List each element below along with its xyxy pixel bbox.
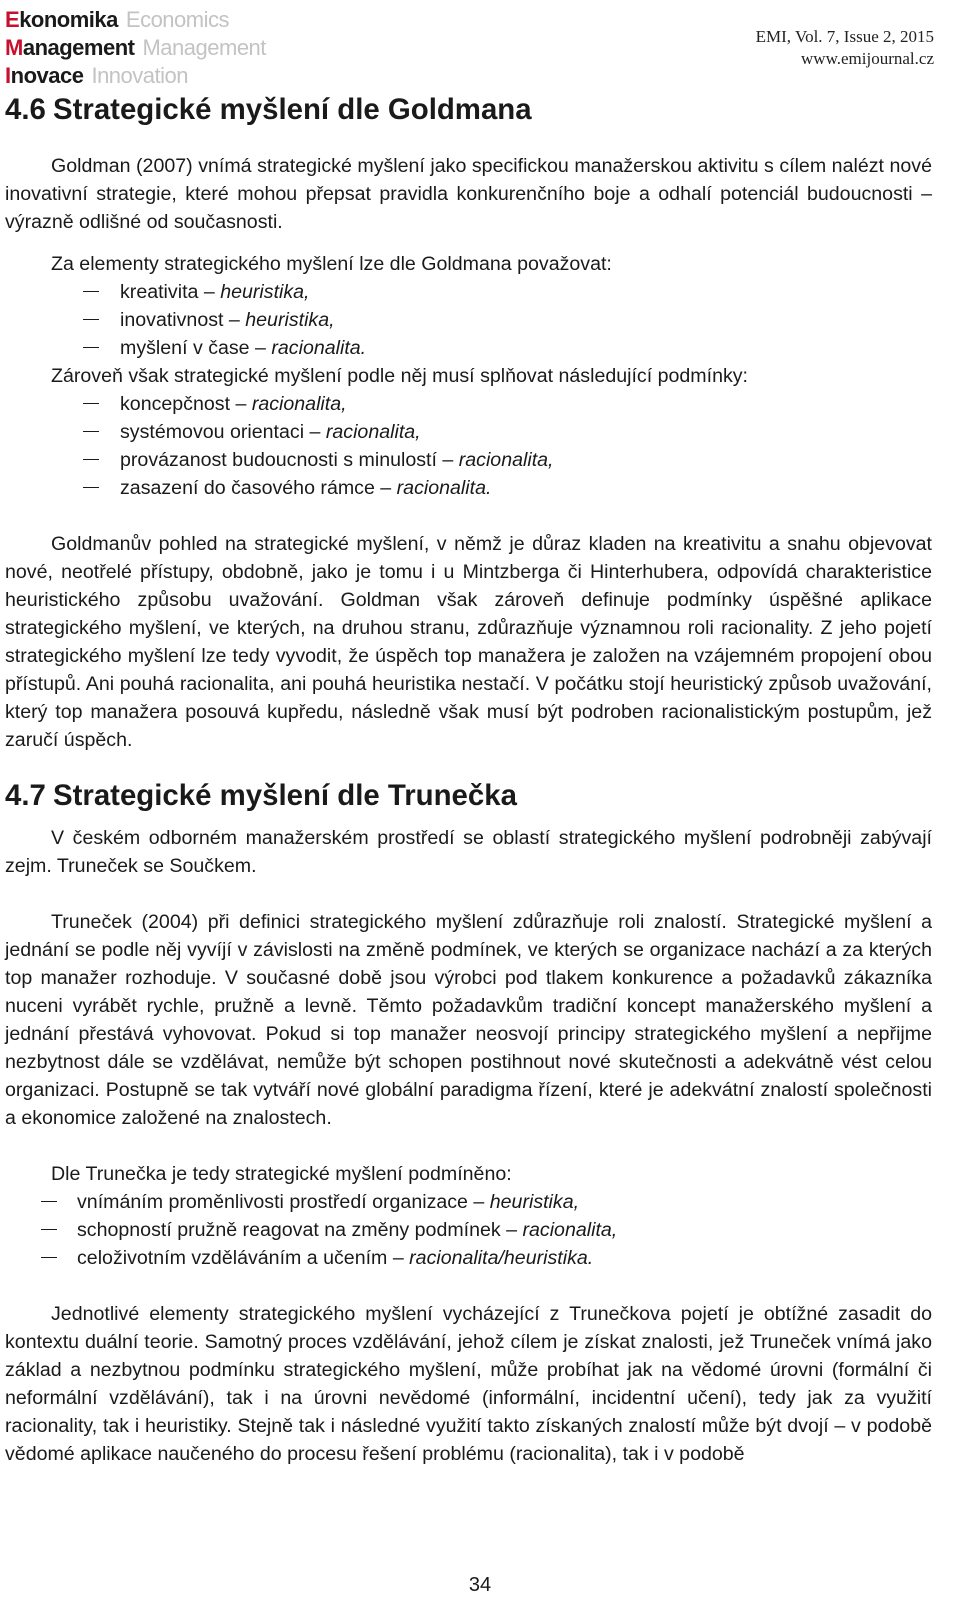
elements-list (5, 278, 932, 362)
section-heading-4-7: 4.7 Strategické myšlení dle Trunečka (5, 779, 517, 812)
list-intro: Zároveň však strategické myšlení podle něj musí splňovat následující podmínky: (51, 365, 749, 387)
paragraph: Jednotlivé elementy strategického myšlení vycházející z Trunečkova pojetí je obtížné zasadit do kontextu duální teorie. Samotný proces vzdělávání, jehož cílem je získat znalosti, jež Truneček vnímá jako základ a nezbytnou podmínku strategického myšlení, může probíhat jak na vědomé úrovni (formální či neformální vzdělávání), tak i na úrovni nevědomé (informální, incidentní učení), tedy jak za využití racionality, tak i heuristiky. Stejně tak i následné využití takto získaných znalostí může být dvojí – v podobě vědomé aplikace naučeného do procesu řešení problému (racionalita), tak i v podobě (5, 1303, 932, 1465)
paragraph: Goldman (2007) vnímá strategické myšlení jako specifickou manažerskou aktivitu s cílem nalézt nové inovativní strategie, které mohou přepsat pravidla konkurenčního boje a odhalí potenciál budoucnosti – výrazně odlišné od současnosti. (5, 155, 932, 233)
list-item: koncepčnost – racionalita, (5, 390, 932, 418)
list-item: kreativita – heuristika, (5, 278, 932, 306)
conditions-list (5, 390, 932, 502)
list-item: inovativnost – heuristika, (5, 306, 932, 334)
list-item: schopností pružně reagovat na změny podmínek – racionalita, (5, 1216, 932, 1244)
page-number: 34 (468, 1574, 492, 1596)
list-intro: Za elementy strategického myšlení lze dle Goldmana považovat: (51, 253, 612, 275)
journal-info (756, 26, 934, 70)
logo-row-economics: Ekonomika Economics (5, 7, 229, 32)
list-intro: Dle Trunečka je tedy strategické myšlení podmíněno: (51, 1163, 512, 1185)
paragraph: V českém odborném manažerském prostředí se oblastí strategického myšlení podrobněji zabývají zejm. Truneček se Součkem. (5, 827, 932, 877)
paragraph: Goldmanův pohled na strategické myšlení, v němž je důraz kladen na kreativitu a snahu objevovat nové, neotřelé přístupy, obdobně, jako je tomu i u Mintzberga či Hinterhubera, odpovídá charakteristice heuristického způsobu uvažování. Goldman však zároveň definuje podmínky úspěšné aplikace strategického myšlení, ve kterých, na druhou stranu, zdůrazňuje významnou roli racionality. Z jeho pojetí strategického myšlení lze tedy vyvodit, že úspěch top manažera je založen na vzájemném propojení obou přístupů. Ani pouhá racionalita, ani pouhá heuristika nestačí. V počátku stojí heuristický způsob uvažování, který top manažera posouvá kupředu, následně však musí být podroben racionalistickým postupům, jež zaručí úspěch. (5, 533, 932, 751)
list-item: systémovou orientaci – racionalita, (5, 418, 932, 446)
list-item: provázanost budoucnosti s minulostí – racionalita, (5, 446, 932, 474)
list-item: myšlení v čase – racionalita. (5, 334, 932, 362)
list-item: vnímáním proměnlivosti prostředí organizace – heuristika, (5, 1188, 932, 1216)
article-body (5, 93, 932, 1468)
logo-row-management: Management Management (5, 35, 266, 60)
logo-row-innovation: Inovace Innovation (5, 63, 188, 88)
journal-volume: EMI, Vol. 7, Issue 2, 2015 (755, 27, 934, 46)
section-heading-4-6: 4.6 Strategické myšlení dle Goldmana (5, 93, 532, 126)
journal-logo (5, 6, 266, 90)
list-item: celoživotním vzděláváním a učením – racionalita/heuristika. (5, 1244, 932, 1272)
conditions-list-trunecek (5, 1188, 932, 1272)
journal-url: www.emijournal.cz (801, 49, 934, 68)
list-item: zasazení do časového rámce – racionalita. (5, 474, 932, 502)
paragraph: Truneček (2004) při definici strategického myšlení zdůrazňuje roli znalostí. Strategické myšlení a jednání se podle něj vyvíjí v závislosti na změně podmínek, ve kterých se organizace nachází a za kterých top manažer rozhoduje. V současné době jsou výrobci pod tlakem konkurence a požadavků zákazníka nuceni vyrábět rychle, pružně a levně. Těmto požadavkům tradiční koncept manažerského myšlení a jednání přestává vyhovovat. Pokud si top manažer neosvojí principy strategického myšlení a nepřijme nezbytnost dále se vzdělávat, nemůže být schopen postihnout nové skutečnosti a adekvátně vést celou organizaci. Postupně se tak vytváří nové globální paradigma řízení, které je adekvátní znalostí společnosti a ekonomice založené na znalostech. (5, 911, 932, 1129)
